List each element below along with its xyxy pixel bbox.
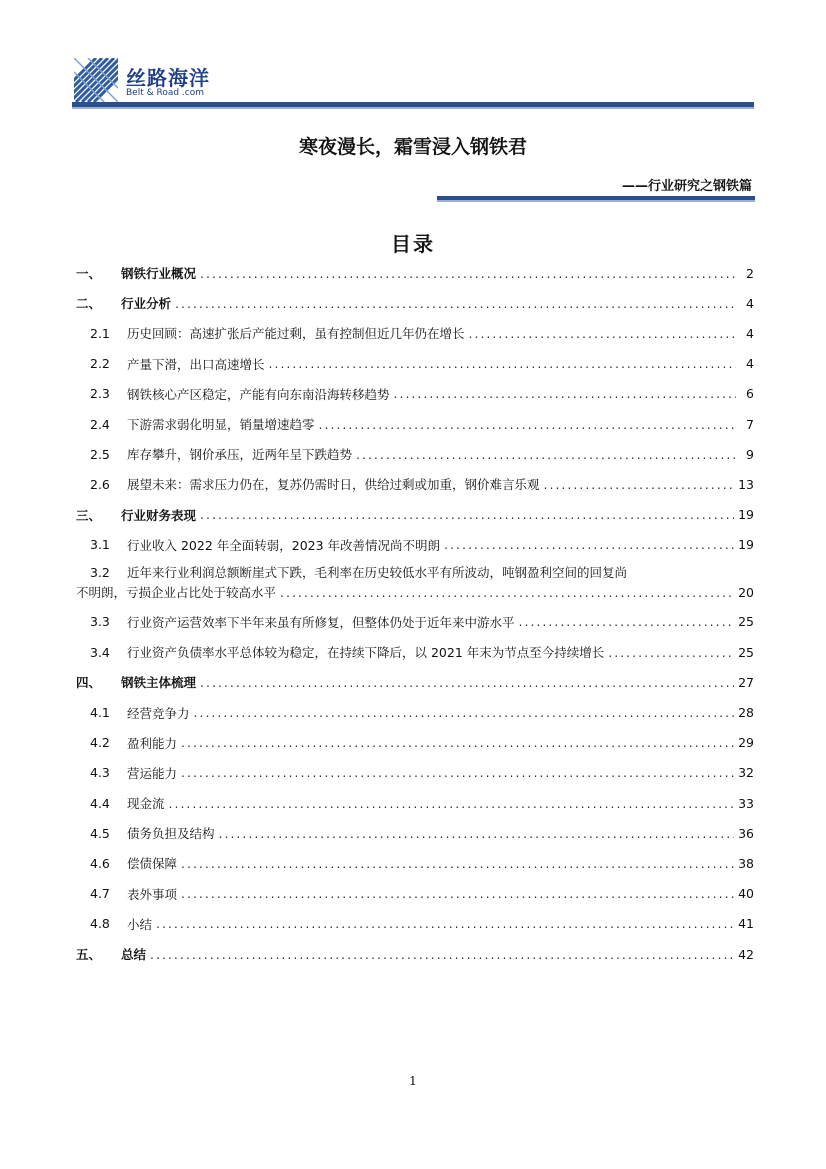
- toc-entry-page: 40: [738, 886, 754, 902]
- toc-entry-title: 行业资产运营效率下半年来虽有所修复，但整体仍处于近年来中游水平: [127, 614, 515, 630]
- toc-leader-dots: [169, 796, 735, 811]
- toc-heading: 目录: [391, 232, 435, 256]
- toc-entry-page: 25: [738, 614, 754, 630]
- toc-entry-number: 4.7: [90, 886, 110, 902]
- toc-leader-dots: [444, 537, 734, 552]
- toc-entry-title: 展望未来：需求压力仍在，复苏仍需时日，供给过剩或加重，钢价难言乐观: [127, 477, 540, 493]
- brand-name: 丝路海洋: [126, 66, 210, 90]
- toc-entry-page: 13: [738, 476, 754, 492]
- toc-entry-page: 20: [738, 584, 754, 600]
- toc-leader-dots: [200, 266, 736, 281]
- toc-entry-number: 3.4: [90, 644, 110, 660]
- toc-entry-title: 表外事项: [127, 886, 178, 902]
- toc-leader-dots: [200, 675, 734, 690]
- toc-entry-title: 行业收入 2022 年全面转弱，2023 年改善情况尚不明朗: [127, 537, 441, 553]
- toc-entry[interactable]: [76, 439, 754, 469]
- toc-leader-dots: [181, 735, 734, 750]
- toc-entry-title: 营运能力: [127, 765, 178, 781]
- toc-entry-number: 2.1: [90, 325, 110, 341]
- toc-entry-number: 3.2: [90, 564, 110, 580]
- toc-leader-dots: [280, 583, 734, 603]
- toc-entry-title: 下游需求弱化明显，销量增速趋零: [127, 417, 315, 433]
- table-of-contents: [76, 258, 754, 969]
- toc-entry-page: 6: [746, 386, 754, 402]
- toc-leader-dots: [608, 645, 734, 660]
- toc-entry-number: 4.8: [90, 916, 110, 932]
- toc-entry-number: 4.4: [90, 795, 110, 811]
- toc-entry-number: 一、: [76, 266, 102, 282]
- toc-entry-number: 五、: [76, 947, 102, 963]
- toc-entry-page: 36: [738, 825, 754, 841]
- toc-entry[interactable]: [76, 879, 754, 909]
- toc-entry-number: 2.5: [90, 446, 110, 462]
- toc-leader-dots: [175, 296, 736, 311]
- toc-entry[interactable]: [76, 909, 754, 939]
- toc-entry[interactable]: [76, 728, 754, 758]
- toc-leader-dots: [544, 477, 735, 492]
- toc-entry-page: 29: [738, 735, 754, 751]
- toc-entry-page: 7: [746, 416, 754, 432]
- toc-entry-page: 19: [738, 507, 754, 523]
- toc-entry-page: 41: [738, 916, 754, 932]
- toc-entry[interactable]: [76, 560, 754, 607]
- toc-entry[interactable]: [76, 637, 754, 667]
- toc-entry-title: 盈利能力: [127, 735, 178, 751]
- toc-entry-number: 4.1: [90, 705, 110, 721]
- toc-entry[interactable]: [76, 788, 754, 818]
- toc-entry-page: 4: [746, 295, 754, 311]
- toc-entry-number: 四、: [76, 675, 102, 691]
- subtitle-rule-light: [437, 200, 755, 202]
- header-rule-light: [72, 107, 754, 109]
- toc-entry-title: 偿债保障: [127, 856, 178, 872]
- toc-entry-page: 9: [746, 446, 754, 462]
- toc-entry-number: 2.6: [90, 476, 110, 492]
- toc-entry[interactable]: [76, 258, 754, 288]
- toc-entry[interactable]: [76, 409, 754, 439]
- toc-entry[interactable]: [76, 288, 754, 318]
- toc-leader-dots: [150, 947, 734, 962]
- toc-entry-page: 42: [738, 946, 754, 962]
- toc-leader-dots: [181, 765, 734, 780]
- toc-entry-title: 行业分析: [121, 296, 172, 312]
- toc-entry[interactable]: [76, 939, 754, 969]
- toc-entry[interactable]: [76, 848, 754, 878]
- toc-entry-number: 4.6: [90, 855, 110, 871]
- toc-leader-dots: [356, 447, 736, 462]
- toc-entry-title: 现金流: [127, 796, 165, 812]
- toc-entry-page: 32: [738, 765, 754, 781]
- toc-entry-number: 2.4: [90, 416, 110, 432]
- toc-entry-page: 4: [746, 325, 754, 341]
- toc-entry-title: 经营竞争力: [127, 705, 190, 721]
- toc-entry-page: 38: [738, 855, 754, 871]
- toc-entry-title: 钢铁主体梳理: [121, 675, 197, 691]
- brand-sub: Belt & Road .com: [126, 88, 205, 98]
- toc-entry-page: 4: [746, 356, 754, 372]
- toc-entry-page: 25: [738, 644, 754, 660]
- toc-entry-title: 总结: [121, 947, 147, 963]
- toc-entry-title: 近年来行业利润总额断崖式下跌，毛利率在历史较低水平有所波动，吨钢盈利空间的回复尚: [127, 564, 628, 580]
- toc-entry[interactable]: [76, 758, 754, 788]
- toc-entry-page: 27: [738, 674, 754, 690]
- toc-entry-number: 三、: [76, 507, 102, 523]
- document-title: 寒夜漫长，霜雪浸入钢铁君: [298, 136, 527, 158]
- toc-entry-number: 4.2: [90, 735, 110, 751]
- toc-leader-dots: [194, 705, 735, 720]
- toc-entry-title: 钢铁核心产区稳定，产能有向东南沿海转移趋势: [127, 386, 390, 402]
- toc-leader-dots: [394, 386, 736, 401]
- toc-entry[interactable]: [76, 318, 754, 348]
- toc-entry-title: 产量下滑，出口高速增长: [127, 356, 265, 372]
- logo-mark-icon: [74, 58, 118, 102]
- toc-leader-dots: [156, 916, 734, 931]
- toc-leader-dots: [181, 886, 734, 901]
- toc-entry[interactable]: [76, 500, 754, 530]
- toc-entry-page: 33: [738, 795, 754, 811]
- toc-entry-title: 小结: [127, 916, 153, 932]
- document-subtitle: ——行业研究之钢铁篇: [621, 179, 752, 194]
- toc-entry-page: 28: [738, 705, 754, 721]
- toc-leader-dots: [469, 326, 736, 341]
- brand-logo: [74, 58, 224, 102]
- toc-entry[interactable]: [76, 379, 754, 409]
- toc-entry-title: 行业资产负债率水平总体较为稳定，在持续下降后，以 2021 年末为节点至今持续增长: [127, 645, 605, 661]
- toc-leader-dots: [319, 417, 736, 432]
- toc-entry-title: 历史回顾：高速扩张后产能过剩，虽有控制但近几年仍在增长: [127, 326, 465, 342]
- toc-entry-page: 2: [746, 265, 754, 281]
- toc-leader-dots: [219, 826, 735, 841]
- toc-entry[interactable]: [76, 469, 754, 499]
- toc-entry-number: 4.5: [90, 825, 110, 841]
- toc-entry-number: 4.3: [90, 765, 110, 781]
- toc-entry[interactable]: [76, 349, 754, 379]
- toc-entry-page: 19: [738, 537, 754, 553]
- toc-leader-dots: [519, 614, 735, 629]
- toc-entry-title-continued: 不明朗，亏损企业占比处于较高水平: [76, 584, 277, 600]
- toc-entry[interactable]: [76, 818, 754, 848]
- toc-entry-title: 钢铁行业概况: [121, 266, 197, 282]
- toc-leader-dots: [181, 856, 734, 871]
- toc-entry-number: 2.2: [90, 356, 110, 372]
- toc-entry-number: 3.1: [90, 537, 110, 553]
- toc-entry-title: 债务负担及结构: [127, 826, 215, 842]
- toc-entry-title: 行业财务表现: [121, 507, 197, 523]
- toc-entry-number: 2.3: [90, 386, 110, 402]
- toc-entry[interactable]: [76, 667, 754, 697]
- toc-entry-title: 库存攀升，钢价承压，近两年呈下跌趋势: [127, 447, 353, 463]
- toc-entry[interactable]: [76, 530, 754, 560]
- toc-entry[interactable]: [76, 607, 754, 637]
- page-number: 1: [409, 1074, 417, 1088]
- toc-entry[interactable]: [76, 697, 754, 727]
- toc-entry-number: 二、: [76, 296, 102, 312]
- toc-entry-number: 3.3: [90, 614, 110, 630]
- toc-leader-dots: [269, 356, 736, 371]
- toc-leader-dots: [200, 507, 734, 522]
